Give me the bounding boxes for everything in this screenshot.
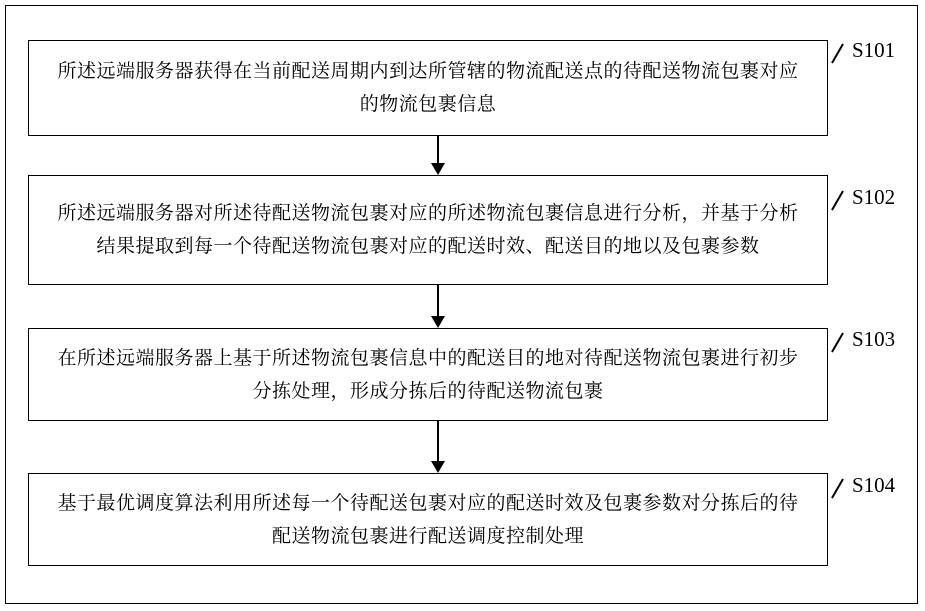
leader-line-s103 [831,332,844,352]
flowchart-step-s104 [28,473,828,566]
flowchart-step-s101-label: 所述远端服务器获得在当前配送周期内到达所管辖的物流配送点的待配送物流包裹对应的物流包裹信息 [57,61,799,115]
flowchart-step-s102-label: 所述远端服务器对所述待配送物流包裹对应的所述物流包裹信息进行分析，并基于分析结果提取到每一个待配送物流包裹对应的配送时效、配送目的地以及包裹参数 [57,203,799,257]
step-tag-s103: S103 [852,327,896,351]
flowchart-step-s104-label: 基于最优调度算法利用所述每一个待配送包裹对应的配送时效及包裹参数对分拣后的待配送物流包裹进行配送调度控制处理 [57,492,799,547]
down-arrow-icon-2 [437,285,439,317]
flowchart-step-s103 [28,328,828,421]
step-tag-s102: S102 [852,185,896,209]
down-arrow-icon-3 [437,421,439,462]
flowchart-step-s103-label: 在所述远端服务器上基于所述物流包裹信息中的配送目的地对待配送物流包裹进行初步分拣处理，形成分拣后的待配送物流包裹 [57,347,799,402]
step-tag-s104: S104 [852,473,896,497]
flowchart-step-s102 [28,175,828,285]
leader-line-s101 [831,43,844,63]
step-tag-s101: S101 [852,38,896,62]
leader-line-s102 [831,190,844,210]
leader-line-s104 [831,478,844,498]
flowchart-step-s101 [28,40,828,136]
down-arrow-icon-1 [437,136,439,164]
